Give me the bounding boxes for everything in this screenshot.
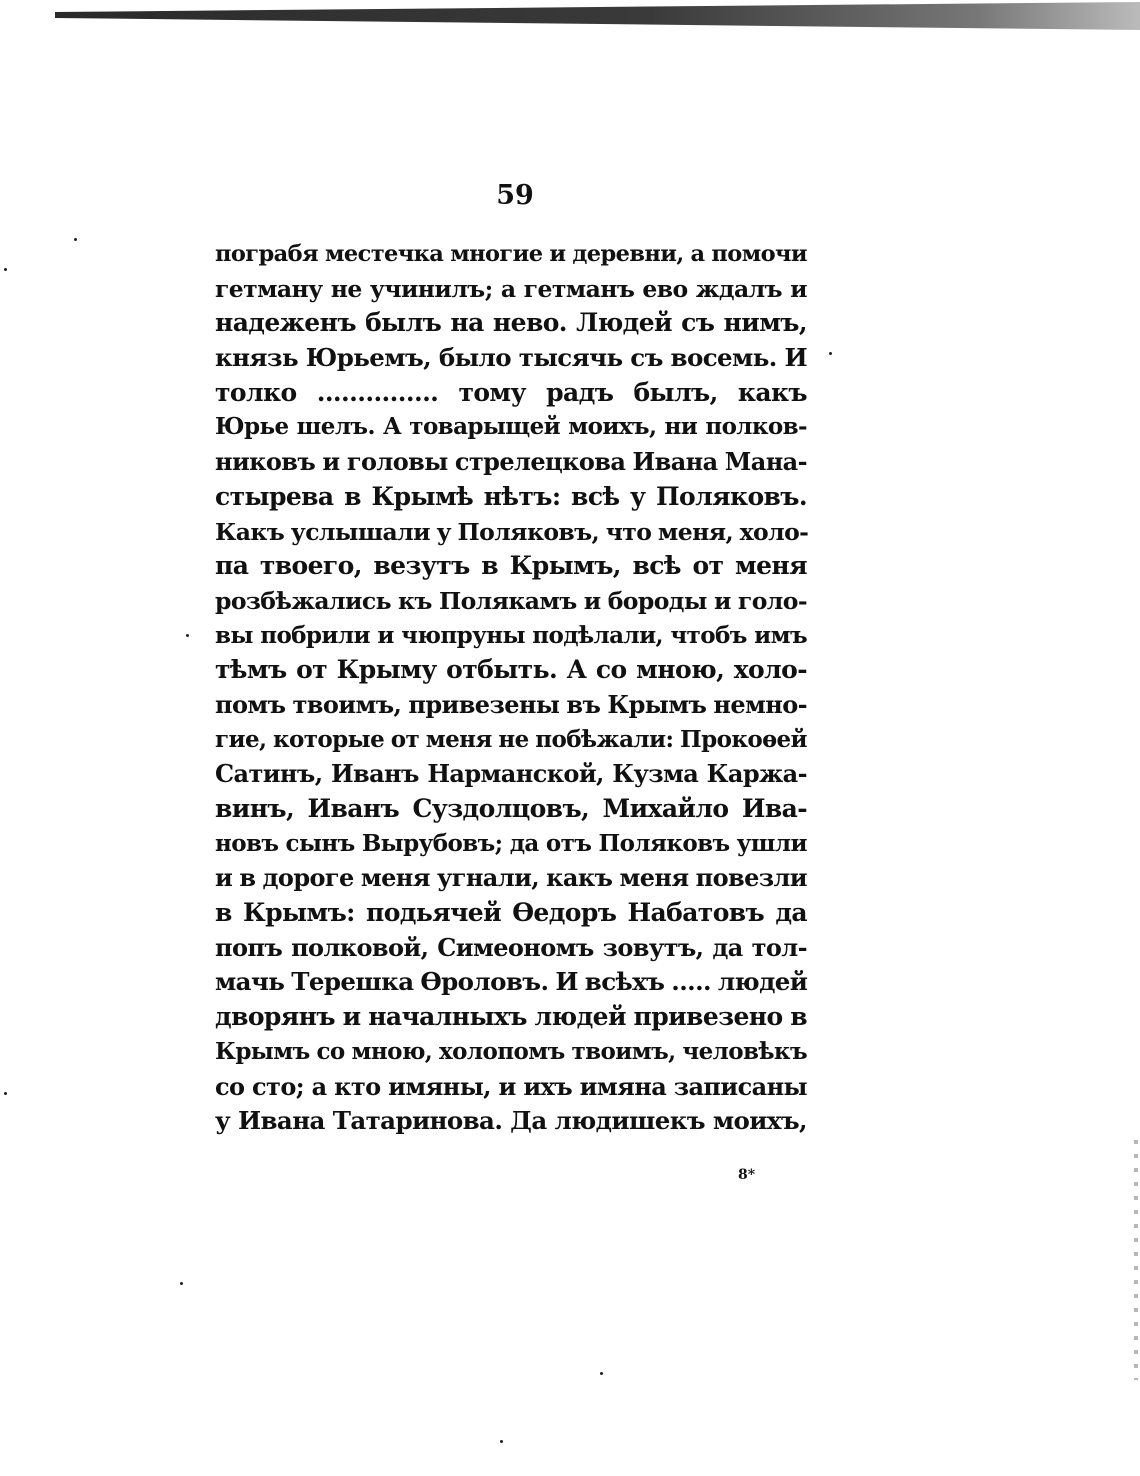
text-line: дворянъ и началныхъ людей привезено в (215, 1002, 807, 1032)
text-line: гетману не учинилъ; а гетманъ ево ждалъ и (215, 274, 807, 303)
text-line: в Крымъ: подьячей Ѳедоръ Набатовъ да (215, 898, 807, 928)
text-line: Крымъ со мною, холопомъ твоимъ, человѣкъ (215, 1037, 807, 1065)
text-line: Какъ услышали у Поляковъ, что меня, холо- (215, 517, 809, 546)
scan-speck (4, 1092, 7, 1095)
text-line: розбѣжались къ Полякамъ и бороды и голо- (215, 586, 807, 615)
text-line: помъ твоимъ, привезены въ Крымъ немно- (215, 689, 807, 719)
text-line: мачь Терешка Ѳроловъ. И всѣхъ ..... людей (215, 967, 808, 997)
scan-speck (4, 268, 7, 271)
text-line: Юрье шелъ. А товарыщей моихъ, ни полков- (215, 413, 807, 441)
text-line: гие, которые от меня не побѣжали: Прокоѳей (215, 725, 807, 753)
text-line: вы побрили и чюпруны подѣлали, чтобъ имъ (215, 621, 807, 649)
text-line: винъ, Иванъ Суздолцовъ, Михайло Ива- (215, 794, 807, 823)
text-line: никовъ и головы стрелецкова Ивана Мана- (215, 447, 807, 477)
signature-mark: 8* (738, 1167, 756, 1183)
text-line: князь Юрьемъ, было тысячь съ восемь. И (215, 343, 807, 373)
text-line: стырева в Крымѣ нѣтъ: всѣ у Поляковъ. (215, 481, 807, 511)
text-line: попъ полковой, Симеономъ зовутъ, да тол- (215, 932, 807, 962)
text-line: со сто; а кто имяны, и ихъ имяна записаны (215, 1071, 807, 1101)
scan-shadow-edge (0, 0, 1140, 40)
text-line: и в дороге меня угнали, какъ меня повезли (215, 863, 807, 893)
text-line: тѣмъ от Крыму отбыть. А со мною, холо- (215, 655, 807, 685)
scan-speck (600, 1372, 603, 1375)
text-line: новъ сынъ Вырубовъ; да отъ Поляковъ ушли (215, 829, 807, 857)
scan-speck (74, 238, 77, 241)
page-number: 59 (496, 180, 534, 211)
scan-edge-marks (1134, 1140, 1138, 1380)
text-line: толко ............... тому радъ былъ, какъ (215, 377, 807, 407)
scan-speck (500, 1440, 503, 1443)
text-line: Сатинъ, Иванъ Нарманской, Кузма Каржа- (215, 759, 807, 789)
text-line: пограбя местечка многие и деревни, а помочи (215, 241, 807, 267)
text-line: у Ивана Татаринова. Да людишекъ моихъ, (215, 1106, 807, 1136)
scan-speck (180, 1282, 183, 1285)
body-text (215, 237, 807, 1139)
text-line: па твоего, везутъ в Крымъ, всѣ от меня (215, 551, 807, 581)
text-line: надеженъ былъ на нево. Людей съ нимъ, (215, 308, 807, 338)
scan-speck (186, 634, 189, 637)
scan-speck (829, 352, 832, 355)
